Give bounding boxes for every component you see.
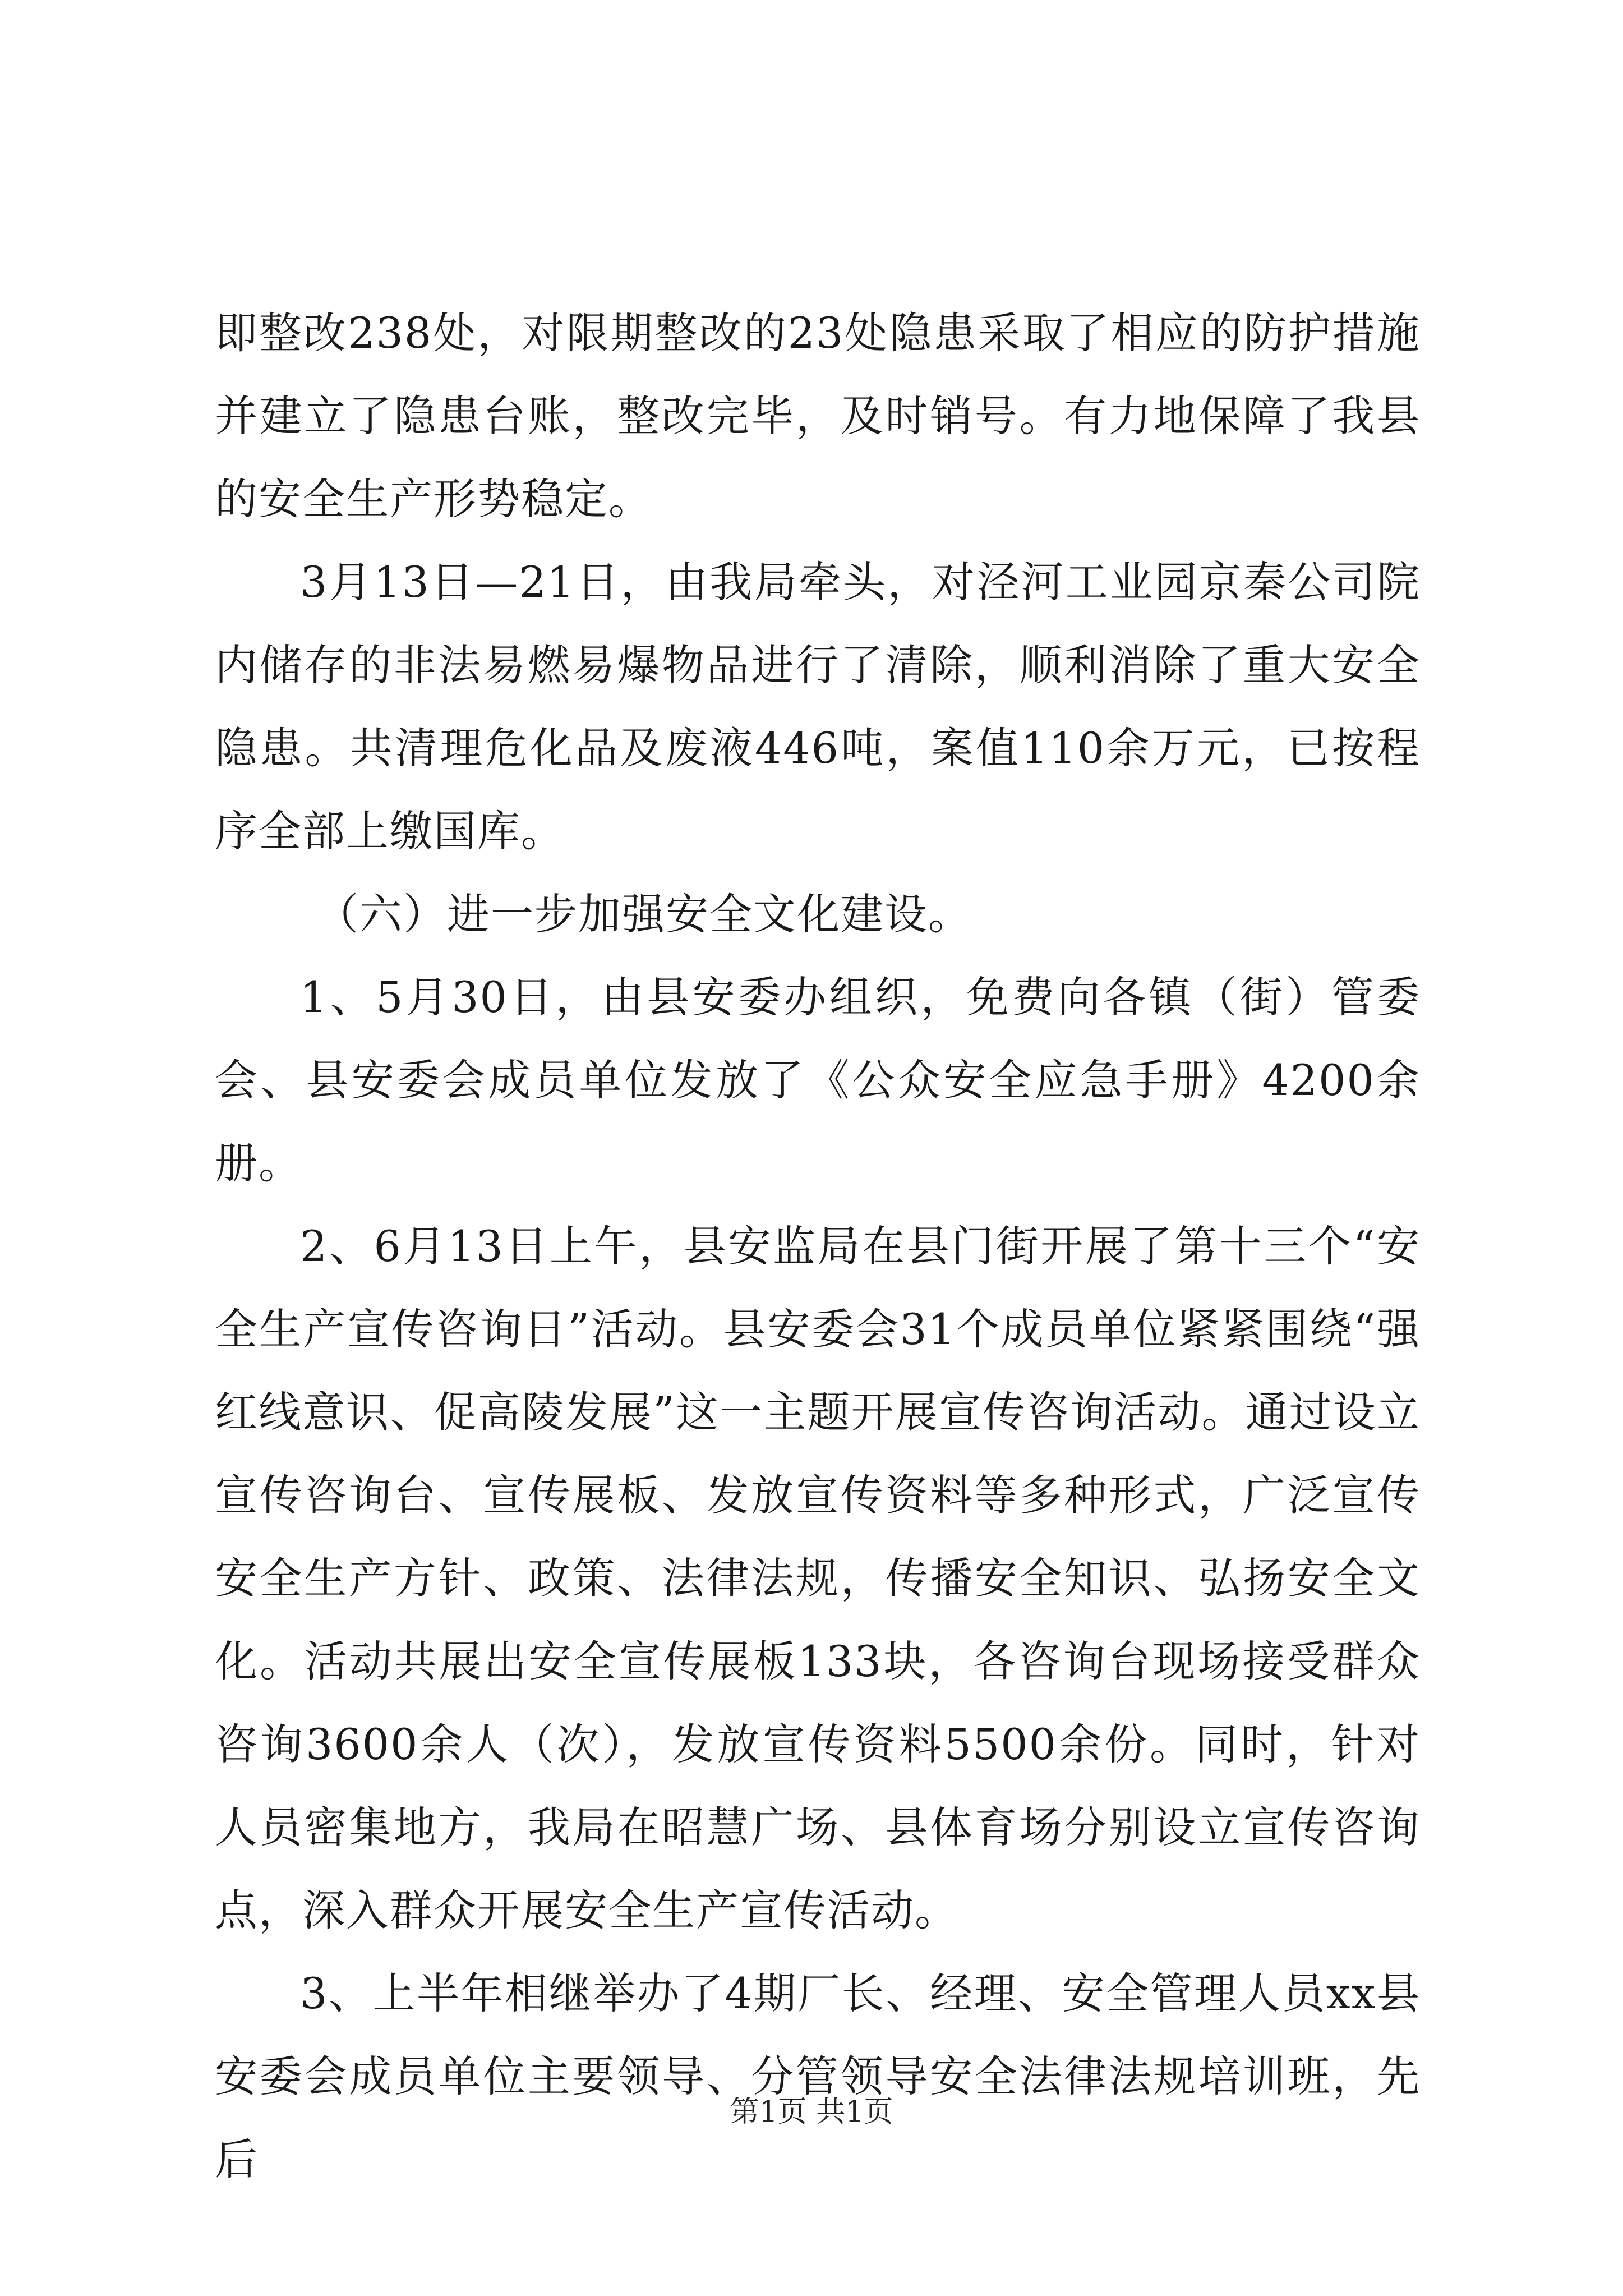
page-footer: 第1页 共1页 [730, 2095, 893, 2129]
paragraph-hazard-cleanup: 3月13日—21日，由我局牵头，对泾河工业园京秦公司院内储存的非法易燃易爆物品进行了清除，顺利消除了重大安全隐患。共清理危化品及废液446吨，案值110余万元，已按程序全部上缴国库。 [215, 557, 1421, 856]
paragraph-item-1: 1、5月30日，由县安委办组织，免费向各镇（街）管委会、县安委会成员单位发放了《公众安全应急手册》4200余册。 [215, 972, 1421, 1188]
paragraph-item-2: 2、6月13日上午，县安监局在县门街开展了第十三个“安全生产宣传咨询日”活动。县安委会31个成员单位紧紧围绕“强红线意识、促高陵发展”这一主题开展宣传咨询活动。通过设立宣传咨询台、宣传展板、发放宣传资料等多种形式，广泛宣传安全生产方针、政策、法律法规，传播安全知识、弘扬安全文化。活动共展出安全宣传展板133块，各咨询台现场接受群众咨询3600余人（次），发放宣传资料5500余份。同时，针对人员密集地方，我局在昭慧广场、县体育场分别设立宣传咨询点，深入群众开展安全生产宣传活动。 [215, 1221, 1421, 1935]
paragraph-continuation: 即整改238处，对限期整改的23处隐患采取了相应的防护措施并建立了隐患台账，整改完毕，及时销号。有力地保障了我县的安全生产形势稳定。 [215, 308, 1421, 524]
section-heading-safety-culture: （六）进一步加强安全文化建设。 [316, 889, 972, 939]
document-body [215, 292, 1421, 2201]
paragraph-item-3: 3、上半年相继举办了4期厂长、经理、安全管理人员xx县安委会成员单位主要领导、分管领导安全法律法规培训班，先后 [215, 1968, 1421, 2184]
